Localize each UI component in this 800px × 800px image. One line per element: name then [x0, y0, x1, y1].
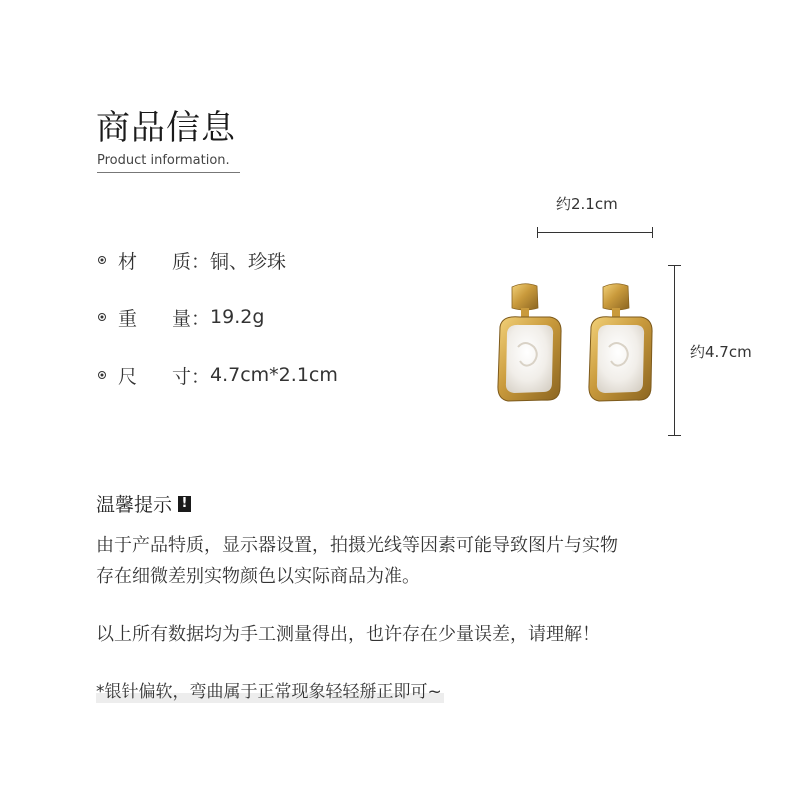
page-subtitle: Product information. — [97, 153, 230, 168]
exclamation-icon: ! — [178, 496, 191, 512]
page-title: 商品信息 — [96, 108, 236, 148]
spec-value: 4.7cm*2.1cm — [210, 364, 338, 386]
height-tick-top — [668, 265, 681, 266]
spec-label: 材 — [118, 250, 138, 273]
height-dimension-line — [674, 265, 675, 436]
width-dimension-label: 约2.1cm — [556, 195, 618, 213]
height-dimension-label: 约4.7cm — [690, 343, 752, 361]
subtitle-underline — [97, 172, 240, 173]
spec-label: 重 — [118, 307, 138, 330]
spec-value: 19.2g — [210, 306, 265, 328]
spec-label-suffix: 寸： — [172, 365, 211, 388]
tips-title — [96, 490, 191, 517]
height-tick-bottom — [668, 435, 681, 436]
width-tick-left — [537, 227, 538, 238]
spec-label: 尺 — [118, 365, 138, 388]
earrings-image — [490, 275, 660, 415]
width-dimension-line — [537, 232, 653, 233]
tips-note: *银针偏软，弯曲属于正常现象轻轻掰正即可~ — [96, 682, 442, 702]
tips-title-text: 温馨提示 — [96, 494, 173, 516]
width-tick-right — [652, 227, 653, 238]
tips-paragraph-1-line-1: 由于产品特质，显示器设置，拍摄光线等因素可能导致图片与实物 — [96, 535, 618, 556]
bullet-icon — [98, 313, 106, 321]
spec-label-suffix: 量： — [172, 307, 211, 330]
bullet-icon — [98, 256, 106, 264]
tips-paragraph-2: 以上所有数据均为手工测量得出，也许存在少量误差，请理解！ — [96, 624, 600, 645]
spec-weight — [98, 305, 264, 329]
bullet-icon — [98, 371, 106, 379]
spec-value: 铜、珍珠 — [210, 250, 287, 273]
right-earring — [589, 284, 652, 401]
tips-paragraph-1-line-2: 存在细微差别实物颜色以实际商品为准。 — [96, 566, 420, 587]
spec-label-suffix: 质： — [172, 250, 211, 273]
spec-size — [98, 363, 338, 387]
left-earring — [498, 284, 561, 401]
spec-material — [98, 248, 286, 272]
